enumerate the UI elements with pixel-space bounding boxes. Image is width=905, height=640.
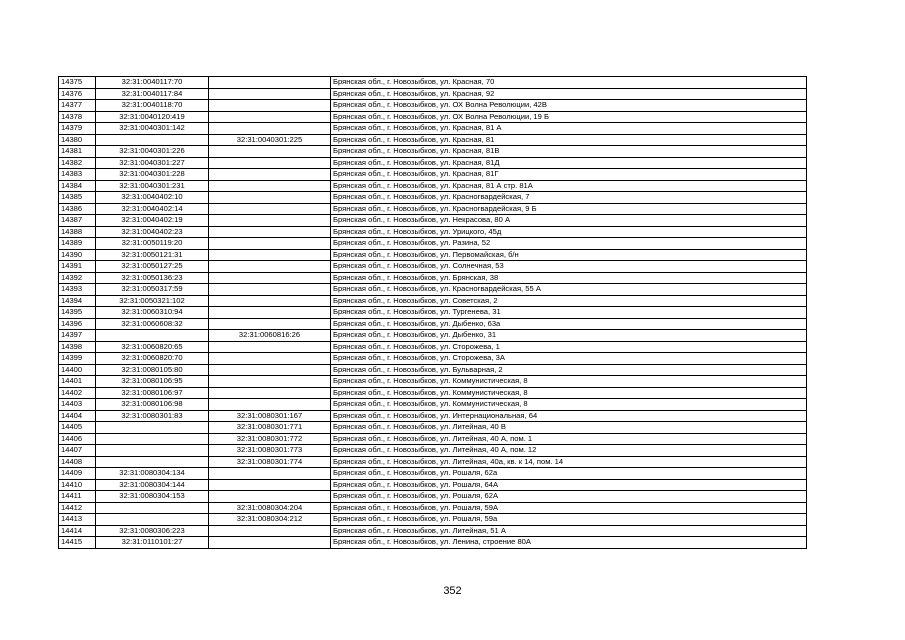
- cadastral-number-alt-cell: [209, 180, 331, 192]
- table-row: [59, 387, 807, 399]
- table-row: [59, 111, 807, 123]
- cadastral-number-alt-cell: [209, 284, 331, 296]
- cadastral-number-cell: 32:31:0040301:227: [96, 157, 209, 169]
- row-number-cell: 14392: [59, 272, 96, 284]
- cadastral-number-cell: 32:31:0040402:19: [96, 215, 209, 227]
- cadastral-number-alt-cell: [209, 318, 331, 330]
- row-number-cell: 14387: [59, 215, 96, 227]
- cadastral-number-cell: [96, 433, 209, 445]
- address-cell: Брянская обл., г. Новозыбков, ул. Ленина, строение 80А: [331, 537, 807, 549]
- address-cell: Брянская обл., г. Новозыбков, ул. Интернациональная, 64: [331, 410, 807, 422]
- row-number-cell: 14383: [59, 169, 96, 181]
- cadastral-number-alt-cell: [209, 111, 331, 123]
- cadastral-number-alt-cell: [209, 261, 331, 273]
- table-row: [59, 514, 807, 526]
- address-cell: Брянская обл., г. Новозыбков, ул. Красная, 81 А стр. 81А: [331, 180, 807, 192]
- row-number-cell: 14408: [59, 456, 96, 468]
- address-cell: Брянская обл., г. Новозыбков, ул. Красногвардейская, 7: [331, 192, 807, 204]
- cadastral-number-alt-cell: 32:31:0060816:26: [209, 330, 331, 342]
- cadastral-number-cell: 32:31:0110101:27: [96, 537, 209, 549]
- table-row: [59, 238, 807, 250]
- table-row: [59, 353, 807, 365]
- row-number-cell: 14410: [59, 479, 96, 491]
- cadastral-number-cell: 32:31:0080304:144: [96, 479, 209, 491]
- cadastral-number-alt-cell: [209, 387, 331, 399]
- row-number-cell: 14388: [59, 226, 96, 238]
- address-cell: Брянская обл., г. Новозыбков, ул. Рошаля, 59А: [331, 502, 807, 514]
- row-number-cell: 14381: [59, 146, 96, 158]
- row-number-cell: 14386: [59, 203, 96, 215]
- property-register-table: [58, 76, 807, 549]
- cadastral-number-alt-cell: [209, 479, 331, 491]
- row-number-cell: 14407: [59, 445, 96, 457]
- cadastral-number-alt-cell: [209, 364, 331, 376]
- table-row: [59, 192, 807, 204]
- table-row: [59, 100, 807, 112]
- row-number-cell: 14385: [59, 192, 96, 204]
- row-number-cell: 14378: [59, 111, 96, 123]
- cadastral-number-alt-cell: [209, 238, 331, 250]
- table-row: [59, 479, 807, 491]
- cadastral-number-alt-cell: 32:31:0040301:225: [209, 134, 331, 146]
- cadastral-number-alt-cell: [209, 192, 331, 204]
- table-row: [59, 88, 807, 100]
- cadastral-number-alt-cell: [209, 491, 331, 503]
- cadastral-number-alt-cell: [209, 525, 331, 537]
- address-cell: Брянская обл., г. Новозыбков, ул. Литейная, 40 А, пом. 1: [331, 433, 807, 445]
- cadastral-number-alt-cell: [209, 468, 331, 480]
- row-number-cell: 14384: [59, 180, 96, 192]
- cadastral-number-cell: 32:31:0040402:14: [96, 203, 209, 215]
- row-number-cell: 14393: [59, 284, 96, 296]
- address-cell: Брянская обл., г. Новозыбков, ул. Красная, 81Д: [331, 157, 807, 169]
- cadastral-number-alt-cell: 32:31:0080304:212: [209, 514, 331, 526]
- row-number-cell: 14413: [59, 514, 96, 526]
- cadastral-number-alt-cell: [209, 272, 331, 284]
- row-number-cell: 14379: [59, 123, 96, 135]
- cadastral-number-cell: 32:31:0080105:80: [96, 364, 209, 376]
- address-cell: Брянская обл., г. Новозыбков, ул. Литейная, 40 В: [331, 422, 807, 434]
- row-number-cell: 14391: [59, 261, 96, 273]
- row-number-cell: 14401: [59, 376, 96, 388]
- cadastral-number-cell: 32:31:0040301:228: [96, 169, 209, 181]
- table-row: [59, 169, 807, 181]
- row-number-cell: 14412: [59, 502, 96, 514]
- cadastral-number-alt-cell: [209, 226, 331, 238]
- row-number-cell: 14394: [59, 295, 96, 307]
- cadastral-number-cell: [96, 330, 209, 342]
- row-number-cell: 14404: [59, 410, 96, 422]
- cadastral-number-alt-cell: [209, 295, 331, 307]
- table-row: [59, 410, 807, 422]
- row-number-cell: 14403: [59, 399, 96, 411]
- cadastral-number-cell: [96, 445, 209, 457]
- cadastral-number-cell: [96, 456, 209, 468]
- cadastral-number-cell: 32:31:0040402:10: [96, 192, 209, 204]
- address-cell: Брянская обл., г. Новозыбков, ул. Разина, 52: [331, 238, 807, 250]
- table-row: [59, 284, 807, 296]
- table-row: [59, 272, 807, 284]
- cadastral-number-cell: 32:31:0040301:231: [96, 180, 209, 192]
- cadastral-number-cell: 32:31:0040301:226: [96, 146, 209, 158]
- row-number-cell: 14397: [59, 330, 96, 342]
- cadastral-number-cell: 32:31:0040301:142: [96, 123, 209, 135]
- table-row: [59, 157, 807, 169]
- cadastral-number-alt-cell: 32:31:0080301:771: [209, 422, 331, 434]
- cadastral-number-alt-cell: [209, 123, 331, 135]
- table-row: [59, 295, 807, 307]
- cadastral-number-alt-cell: 32:31:0080301:773: [209, 445, 331, 457]
- cadastral-number-cell: 32:31:0040117:70: [96, 77, 209, 89]
- row-number-cell: 14389: [59, 238, 96, 250]
- table-row: [59, 180, 807, 192]
- address-cell: Брянская обл., г. Новозыбков, ул. Красногвардейская, 9 Б: [331, 203, 807, 215]
- cadastral-number-cell: [96, 422, 209, 434]
- cadastral-number-alt-cell: [209, 376, 331, 388]
- row-number-cell: 14409: [59, 468, 96, 480]
- cadastral-number-cell: 32:31:0080106:97: [96, 387, 209, 399]
- cadastral-number-alt-cell: 32:31:0080301:772: [209, 433, 331, 445]
- table-row: [59, 433, 807, 445]
- cadastral-number-alt-cell: [209, 88, 331, 100]
- address-cell: Брянская обл., г. Новозыбков, ул. Коммунистическая, 8: [331, 376, 807, 388]
- address-cell: Брянская обл., г. Новозыбков, ул. Советская, 2: [331, 295, 807, 307]
- cadastral-number-cell: 32:31:0050121:31: [96, 249, 209, 261]
- cadastral-number-cell: 32:31:0080306:223: [96, 525, 209, 537]
- address-cell: Брянская обл., г. Новозыбков, ул. Красная, 81Г: [331, 169, 807, 181]
- table-body: [59, 77, 807, 549]
- row-number-cell: 14414: [59, 525, 96, 537]
- cadastral-number-alt-cell: [209, 249, 331, 261]
- address-cell: Брянская обл., г. Новозыбков, ул. Красная, 70: [331, 77, 807, 89]
- table-row: [59, 445, 807, 457]
- row-number-cell: 14402: [59, 387, 96, 399]
- address-cell: Брянская обл., г. Новозыбков, ул. Красная, 81В: [331, 146, 807, 158]
- table-row: [59, 502, 807, 514]
- cadastral-number-cell: 32:31:0060310:94: [96, 307, 209, 319]
- address-cell: Брянская обл., г. Новозыбков, ул. Красная, 81 А: [331, 123, 807, 135]
- cadastral-number-cell: 32:31:0080304:134: [96, 468, 209, 480]
- address-cell: Брянская обл., г. Новозыбков, ул. Сторожева, 3А: [331, 353, 807, 365]
- cadastral-number-cell: 32:31:0080106:98: [96, 399, 209, 411]
- cadastral-number-alt-cell: [209, 203, 331, 215]
- address-cell: Брянская обл., г. Новозыбков, ул. Солнечная, 53: [331, 261, 807, 273]
- address-cell: Брянская обл., г. Новозыбков, ул. Литейная, 40а, кв. к 14, пом. 14: [331, 456, 807, 468]
- cadastral-number-alt-cell: [209, 215, 331, 227]
- table-row: [59, 330, 807, 342]
- address-cell: Брянская обл., г. Новозыбков, ул. Рошаля, 64А: [331, 479, 807, 491]
- address-cell: Брянская обл., г. Новозыбков, ул. Дыбенко, 31: [331, 330, 807, 342]
- cadastral-number-cell: [96, 514, 209, 526]
- cadastral-number-cell: 32:31:0080106:95: [96, 376, 209, 388]
- table-row: [59, 422, 807, 434]
- row-number-cell: 14411: [59, 491, 96, 503]
- address-cell: Брянская обл., г. Новозыбков, ул. Сторожева, 1: [331, 341, 807, 353]
- cadastral-number-cell: [96, 134, 209, 146]
- table-row: [59, 456, 807, 468]
- address-cell: Брянская обл., г. Новозыбков, ул. ОХ Волна Революции, 42В: [331, 100, 807, 112]
- cadastral-number-cell: 32:31:0050317:59: [96, 284, 209, 296]
- cadastral-number-cell: 32:31:0050136:23: [96, 272, 209, 284]
- row-number-cell: 14382: [59, 157, 96, 169]
- table-row: [59, 123, 807, 135]
- address-cell: Брянская обл., г. Новозыбков, ул. Рошаля, 62А: [331, 491, 807, 503]
- table-row: [59, 341, 807, 353]
- address-cell: Брянская обл., г. Новозыбков, ул. Брянская, 38: [331, 272, 807, 284]
- row-number-cell: 14380: [59, 134, 96, 146]
- address-cell: Брянская обл., г. Новозыбков, ул. Рошаля, 62а: [331, 468, 807, 480]
- row-number-cell: 14406: [59, 433, 96, 445]
- table-row: [59, 203, 807, 215]
- cadastral-number-cell: 32:31:0040120:419: [96, 111, 209, 123]
- address-cell: Брянская обл., г. Новозыбков, ул. Литейная, 51 А: [331, 525, 807, 537]
- cadastral-number-cell: 32:31:0060820:70: [96, 353, 209, 365]
- table-row: [59, 77, 807, 89]
- table-row: [59, 215, 807, 227]
- row-number-cell: 14415: [59, 537, 96, 549]
- cadastral-number-cell: 32:31:0080304:153: [96, 491, 209, 503]
- cadastral-number-cell: 32:31:0060608:32: [96, 318, 209, 330]
- row-number-cell: 14376: [59, 88, 96, 100]
- cadastral-number-alt-cell: [209, 100, 331, 112]
- table-row: [59, 146, 807, 158]
- row-number-cell: 14396: [59, 318, 96, 330]
- table-row: [59, 318, 807, 330]
- cadastral-number-alt-cell: [209, 307, 331, 319]
- table-row: [59, 525, 807, 537]
- table-row: [59, 364, 807, 376]
- row-number-cell: 14399: [59, 353, 96, 365]
- row-number-cell: 14377: [59, 100, 96, 112]
- table-row: [59, 376, 807, 388]
- table-row: [59, 491, 807, 503]
- cadastral-number-cell: 32:31:0040118:70: [96, 100, 209, 112]
- cadastral-number-cell: 32:31:0040117:84: [96, 88, 209, 100]
- table-row: [59, 468, 807, 480]
- table-row: [59, 537, 807, 549]
- cadastral-number-alt-cell: 32:31:0080304:204: [209, 502, 331, 514]
- address-cell: Брянская обл., г. Новозыбков, ул. Красная, 81: [331, 134, 807, 146]
- address-cell: Брянская обл., г. Новозыбков, ул. Коммунистическая, 8: [331, 387, 807, 399]
- cadastral-number-cell: 32:31:0080301:83: [96, 410, 209, 422]
- cadastral-number-alt-cell: [209, 537, 331, 549]
- table-row: [59, 249, 807, 261]
- address-cell: Брянская обл., г. Новозыбков, ул. Красногвардейская, 55 А: [331, 284, 807, 296]
- address-cell: Брянская обл., г. Новозыбков, ул. ОХ Волна Революции, 19 Б: [331, 111, 807, 123]
- address-cell: Брянская обл., г. Новозыбков, ул. Тургенева, 31: [331, 307, 807, 319]
- table-row: [59, 307, 807, 319]
- address-cell: Брянская обл., г. Новозыбков, ул. Рошаля, 59а: [331, 514, 807, 526]
- table-row: [59, 134, 807, 146]
- cadastral-number-alt-cell: 32:31:0080301:774: [209, 456, 331, 468]
- cadastral-number-alt-cell: [209, 399, 331, 411]
- cadastral-number-alt-cell: [209, 341, 331, 353]
- address-cell: Брянская обл., г. Новозыбков, ул. Красная, 92: [331, 88, 807, 100]
- row-number-cell: 14398: [59, 341, 96, 353]
- cadastral-number-alt-cell: [209, 169, 331, 181]
- cadastral-number-alt-cell: [209, 77, 331, 89]
- table-row: [59, 261, 807, 273]
- address-cell: Брянская обл., г. Новозыбков, ул. Первомайская, б/н: [331, 249, 807, 261]
- address-cell: Брянская обл., г. Новозыбков, ул. Дыбенко, 63а: [331, 318, 807, 330]
- cadastral-number-cell: 32:31:0040402:23: [96, 226, 209, 238]
- cadastral-number-alt-cell: 32:31:0080301:167: [209, 410, 331, 422]
- cadastral-number-alt-cell: [209, 157, 331, 169]
- cadastral-number-cell: 32:31:0050321:102: [96, 295, 209, 307]
- row-number-cell: 14375: [59, 77, 96, 89]
- page-number: 352: [443, 585, 462, 597]
- cadastral-number-cell: 32:31:0050119:20: [96, 238, 209, 250]
- address-cell: Брянская обл., г. Новозыбков, ул. Литейная, 40 А, пом. 12: [331, 445, 807, 457]
- cadastral-number-alt-cell: [209, 146, 331, 158]
- address-cell: Брянская обл., г. Новозыбков, ул. Коммунистическая, 8: [331, 399, 807, 411]
- table-row: [59, 399, 807, 411]
- row-number-cell: 14390: [59, 249, 96, 261]
- cadastral-number-cell: 32:31:0060820:65: [96, 341, 209, 353]
- table-row: [59, 226, 807, 238]
- address-cell: Брянская обл., г. Новозыбков, ул. Урицкого, 45д: [331, 226, 807, 238]
- cadastral-number-cell: 32:31:0050127:25: [96, 261, 209, 273]
- address-cell: Брянская обл., г. Новозыбков, ул. Некрасова, 80 А: [331, 215, 807, 227]
- address-cell: Брянская обл., г. Новозыбков, ул. Бульварная, 2: [331, 364, 807, 376]
- row-number-cell: 14405: [59, 422, 96, 434]
- cadastral-number-cell: [96, 502, 209, 514]
- cadastral-number-alt-cell: [209, 353, 331, 365]
- row-number-cell: 14400: [59, 364, 96, 376]
- row-number-cell: 14395: [59, 307, 96, 319]
